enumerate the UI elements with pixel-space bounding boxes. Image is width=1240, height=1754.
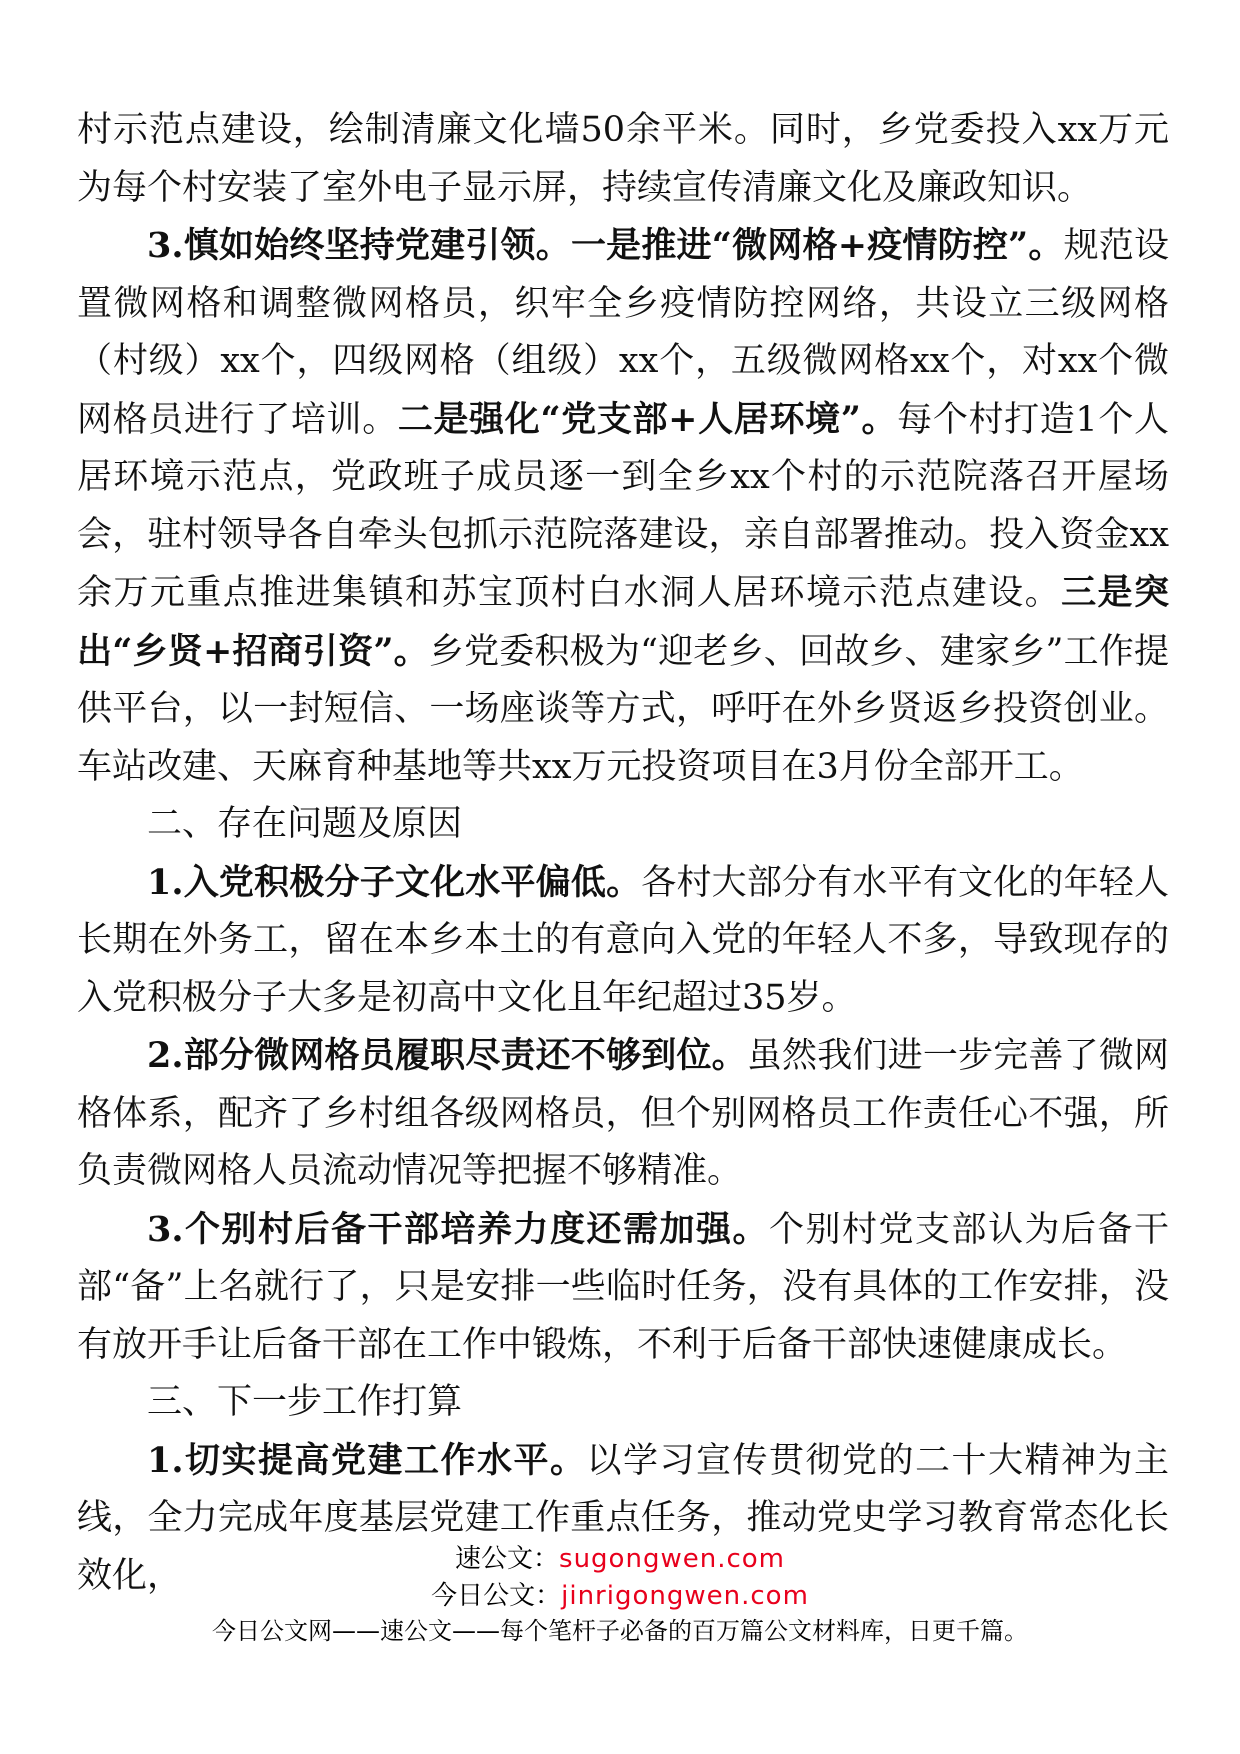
bold-lead-text: 1.入党积极分子文化水平偏低。 (147, 861, 642, 903)
footer-line-2 (0, 1575, 1240, 1612)
footer-link-sugongwen[interactable]: sugongwen.com (559, 1544, 785, 1574)
bold-lead-text: 1.切实提高党建工作水平。 (147, 1439, 587, 1481)
bold-lead-text: 三是突出“乡贤+招商引资”。 (77, 572, 1169, 672)
paragraph (77, 854, 1169, 1028)
bold-lead-text: 3.慎如始终坚持党建引领。一是推进“微网格+疫情防控”。 (147, 225, 1064, 266)
paragraph-text: 每个村打造1个人居环境示范点，党政班子成员逐一到全乡xx个村的示范院落召开屋场会，驻村领导各自牵头包抓示范院落建设，亲自部署推动。投入资金xx余万元重点推进集镇和苏宝顶村白水洞人居环境示范点建设。 (77, 399, 1169, 613)
paragraph-text: 个别村党支部认为后备干部“备”上名就行了，只是安排一些临时任务，没有具体的工作安排，没有放开手让后备干部在工作中锻炼，不利于后备干部快速健康成长。 (77, 1209, 1169, 1365)
document-body (77, 102, 1169, 1605)
footer-link-jinrigongwen[interactable]: jinrigongwen.com (561, 1581, 809, 1611)
paragraph-text: 各村大部分有水平有文化的年轻人长期在外务工，留在本乡本土的有意向入党的年轻人不多，导致现存的入党积极分子大多是初高中文化且年纪超过35岁。 (77, 862, 1169, 1018)
paragraph (77, 102, 1169, 217)
paragraph-text: 规范设置微网格和调整微网格员，织牢全乡疫情防控网络，共设立三级网格（村级）xx个，四级网格（组级）xx个，五级微网格xx个，对xx个微网格员进行了培训。 (77, 226, 1169, 440)
section-heading (77, 1374, 1169, 1432)
paragraph-text: 二、存在问题及原因 (147, 804, 463, 844)
paragraph (77, 1201, 1169, 1375)
bold-lead-text: 3.个别村后备干部培养力度还需加强。 (147, 1208, 770, 1250)
footer-label-2: 今日公文： (431, 1581, 562, 1611)
paragraph-text: 以学习宣传贯彻党的二十大精神为主线，全力完成年度基层党建工作重点任务，推动党史学习教育常态化长效化， (77, 1440, 1169, 1596)
footer-slogan: 今日公文网——速公文——每个笔杆子必备的百万篇公文材料库，日更千篇。 (212, 1617, 1028, 1645)
footer-line-1 (0, 1538, 1240, 1575)
paragraph-text: 三、下一步工作打算 (147, 1382, 463, 1422)
bold-lead-text: 2.部分微网格员履职尽责还不够到位。 (147, 1035, 747, 1076)
bold-lead-text: 二是强化“党支部+人居环境”。 (397, 398, 898, 440)
paragraph (77, 1027, 1169, 1201)
paragraph (77, 217, 1169, 796)
paragraph-text: 村示范点建设，绘制清廉文化墙50余平米。同时，乡党委投入xx万元为每个村安装了室外电子显示屏，持续宣传清廉文化及廉政知识。 (77, 110, 1169, 208)
paragraph-text: 虽然我们进一步完善了微网格体系，配齐了乡村组各级网格员，但个别网格员工作责任心不强，所负责微网格人员流动情况等把握不够精准。 (77, 1036, 1169, 1191)
footer-label-1: 速公文： (455, 1544, 560, 1574)
paragraph-text: 乡党委积极为“迎老乡、回故乡、建家乡”工作提供平台，以一封短信、一场座谈等方式，呼吁在外乡贤返乡投资创业。车站改建、天麻育种基地等共xx万元投资项目在3月份全部开工。 (77, 631, 1170, 787)
section-heading (77, 796, 1169, 854)
